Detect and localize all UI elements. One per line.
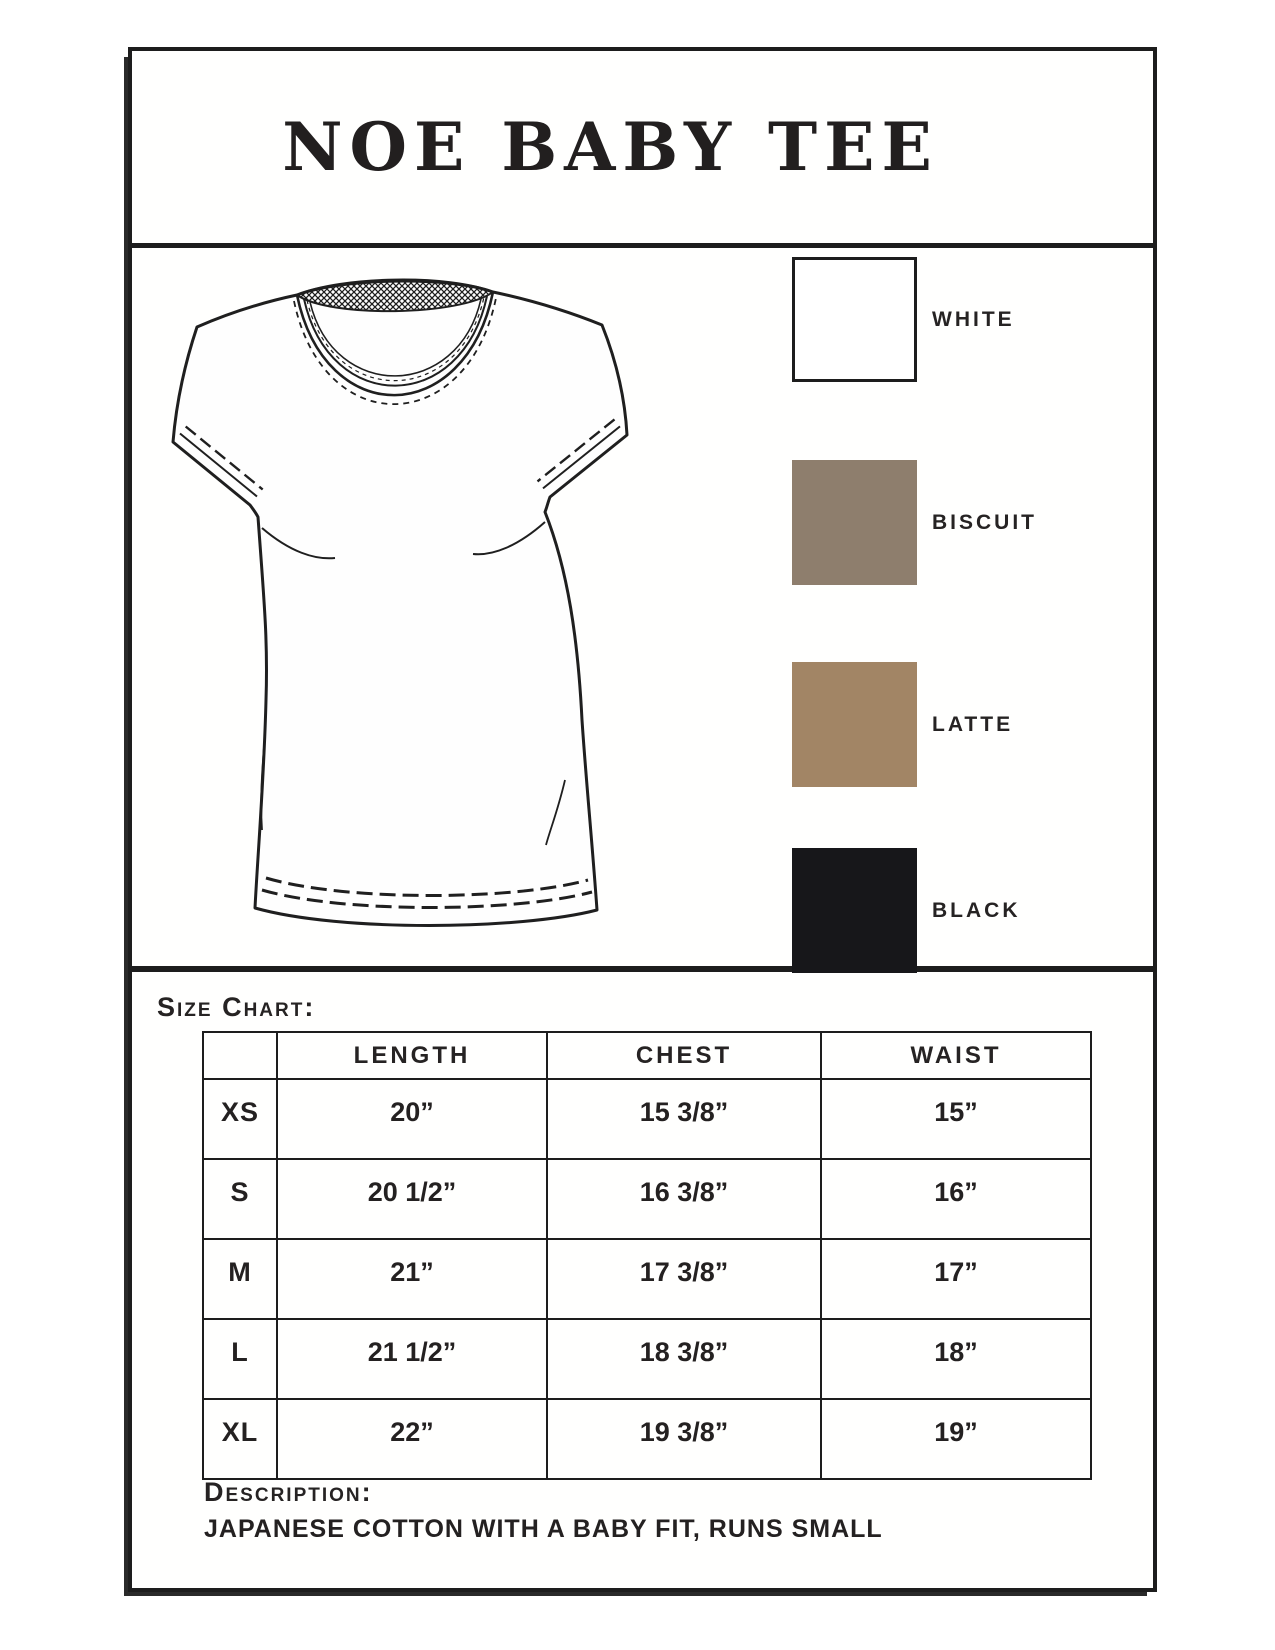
- length-column-header: LENGTH: [277, 1032, 547, 1079]
- length-value: 20”: [277, 1079, 547, 1159]
- description-block: [204, 1477, 883, 1544]
- chest-value: 19 3/8”: [547, 1399, 821, 1479]
- size-chart-table: [202, 1031, 1092, 1480]
- spec-sheet: [128, 47, 1157, 1592]
- length-value: 22”: [277, 1399, 547, 1479]
- chest-value: 18 3/8”: [547, 1319, 821, 1399]
- illustration-section: [132, 248, 1153, 972]
- biscuit-swatch-label: BISCUIT: [932, 511, 1037, 534]
- table-row-s: [203, 1159, 1091, 1239]
- biscuit-swatch: [792, 460, 917, 585]
- description-text: JAPANESE COTTON WITH A BABY FIT, RUNS SMALL: [204, 1515, 883, 1543]
- size-column-header: [203, 1032, 277, 1079]
- waist-column-header: WAIST: [821, 1032, 1091, 1079]
- color-option-latte: [792, 662, 1152, 787]
- chest-value: 15 3/8”: [547, 1079, 821, 1159]
- tee-body-outline: [173, 281, 627, 925]
- color-option-biscuit: [792, 460, 1152, 585]
- latte-swatch-label: LATTE: [932, 713, 1014, 736]
- waist-value: 16”: [821, 1159, 1091, 1239]
- length-value: 21”: [277, 1239, 547, 1319]
- table-row-xl: [203, 1399, 1091, 1479]
- color-option-black: [792, 848, 1152, 973]
- size-label: M: [203, 1239, 277, 1319]
- size-chart-label: Size Chart:: [157, 992, 316, 1022]
- waist-value: 18”: [821, 1319, 1091, 1399]
- waist-value: 19”: [821, 1399, 1091, 1479]
- white-swatch: [792, 257, 917, 382]
- black-swatch: [792, 848, 917, 973]
- size-label: L: [203, 1319, 277, 1399]
- white-swatch-label: WHITE: [932, 308, 1015, 331]
- tee-illustration: [150, 275, 710, 930]
- waist-value: 17”: [821, 1239, 1091, 1319]
- length-value: 21 1/2”: [277, 1319, 547, 1399]
- table-header-row: [203, 1032, 1091, 1079]
- chest-value: 17 3/8”: [547, 1239, 821, 1319]
- color-option-white: [792, 257, 1152, 382]
- size-label: XL: [203, 1399, 277, 1479]
- chest-value: 16 3/8”: [547, 1159, 821, 1239]
- table-row-m: [203, 1239, 1091, 1319]
- size-label: XS: [203, 1079, 277, 1159]
- table-row-l: [203, 1319, 1091, 1399]
- length-value: 20 1/2”: [277, 1159, 547, 1239]
- waist-value: 15”: [821, 1079, 1091, 1159]
- table-row-xs: [203, 1079, 1091, 1159]
- latte-swatch: [792, 662, 917, 787]
- page-title: NOE BABY TEE: [282, 108, 939, 186]
- description-label: Description:: [204, 1477, 373, 1507]
- header: [132, 51, 1153, 248]
- size-chart-section: [132, 972, 1153, 1577]
- chest-column-header: CHEST: [547, 1032, 821, 1079]
- black-swatch-label: BLACK: [932, 899, 1021, 922]
- size-label: S: [203, 1159, 277, 1239]
